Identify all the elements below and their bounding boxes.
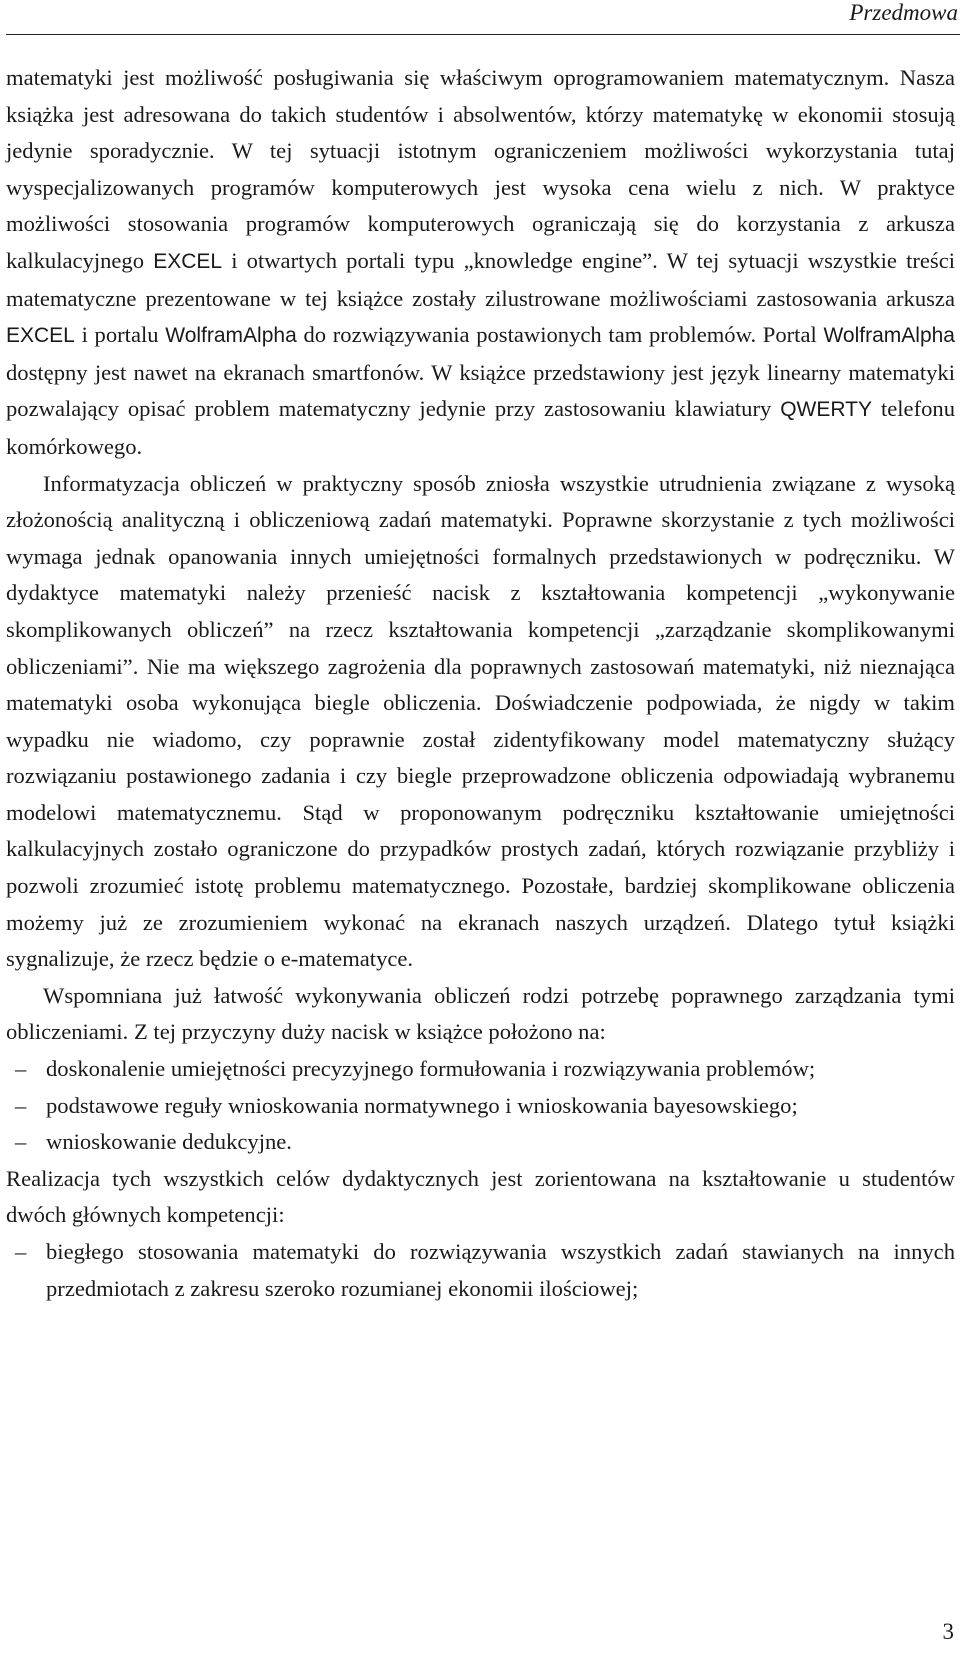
paragraph-1: matematyki jest możliwość posługiwania się właściwym oprogramowaniem matematycznym. Nasza książka jest adresowana do takich studentów i absolwentów, którzy matematykę w ekonomii stosują jedynie sporadycznie. W tej sytuacji istotnym ograniczeniem możliwości wykorzystania tutaj wyspecjalizowanych programów komputerowych jest wysoka cena wielu z nich. W praktyce możliwości stosowania programów komputerowych ograniczają się do korzystania z arkusza kalkulacyjnego EXCEL i otwartych portali typu „knowledge engine”. W tej sytuacji wszystkie treści matematyczne prezentowane w tej książce zostały zilustrowane możliwościami zastosowania arkusza EXCEL i portalu WolframAlpha do rozwiązywania postawionych tam problemów. Portal WolframAlpha dostępny jest nawet na ekranach smartfonów. W książce przedstawiony jest język linearny matematyki pozwalający opisać problem matematyczny jedynie przy zastosowaniu klawiatury QWERTY telefonu komórkowego.	[6, 65, 955, 459]
running-header-title: Przedmowa	[849, 0, 958, 25]
keyboard-name: QWERTY	[780, 398, 873, 422]
running-header	[6, 0, 960, 35]
software-name: WolframAlpha	[165, 324, 297, 348]
competencies-list	[6, 1234, 955, 1307]
page-body	[6, 60, 955, 1307]
software-name: EXCEL	[6, 324, 75, 348]
paragraph-4: Realizacja tych wszystkich celów dydaktycznych jest zorientowana na kształtowanie u studentów dwóch głównych kompetencji:	[6, 1165, 955, 1228]
list-item: – biegłego stosowania matematyki do rozwiązywania wszystkich zadań stawianych na innych przedmiotach z zakresu szeroko rozumianej ekonomii ilościowej;	[6, 1234, 955, 1307]
page-number: 3	[942, 1619, 954, 1644]
list-item: – doskonalenie umiejętności precyzyjnego formułowania i rozwiązywania problemów;	[6, 1051, 955, 1088]
emphasis-list	[6, 1051, 955, 1161]
paragraph-2: Informatyzacja obliczeń w praktyczny sposób zniosła wszystkie utrudnienia związane z wysoką złożonością analityczną i obliczeniową zadań matematyki. Poprawne skorzystanie z tych możliwości wymaga jednak opanowania innych umiejętności formalnych przedstawionych w podręczniku. W dydaktyce matematyki należy przenieść nacisk z kształtowania kompetencji „wykonywanie skomplikowanych obliczeń” na rzecz kształtowania kompetencji „zarządzanie skomplikowanymi obliczeniami”. Nie ma większego zagrożenia dla poprawnych zastosowań matematyki, niż nieznająca matematyki osoba wykonująca biegle obliczenia. Doświadczenie podpowiada, że nigdy w takim wypadku nie wiadomo, czy poprawnie został zidentyfikowany model matematyczny służący rozwiązaniu postawionego zadania i czy biegle przeprowadzone obliczenia odpowiadają wybranemu modelowi matematycznemu. Stąd w proponowanym podręczniku kształtowanie umiejętności kalkulacyjnych zostało ograniczone do przypadków prostych zadań, których rozwiązanie przybliży i pozwoli zrozumieć istotę problemu matematycznego. Pozostałe, bardziej skomplikowane obliczenia możemy już ze zrozumieniem wykonać na ekranach naszych urządzeń. Dlatego tytuł książki sygnalizuje, że rzecz będzie o e-matematyce.	[6, 470, 955, 972]
list-item: – wnioskowanie dedukcyjne.	[6, 1124, 955, 1161]
list-item: – podstawowe reguły wnioskowania normatywnego i wnioskowania bayesowskiego;	[6, 1088, 955, 1125]
software-name: WolframAlpha	[823, 324, 955, 348]
software-name: EXCEL	[153, 249, 223, 273]
paragraph-3: Wspomniana już łatwość wykonywania obliczeń rodzi potrzebę poprawnego zarządzania tymi obliczeniami. Z tej przyczyny duży nacisk w książce położono na:	[6, 982, 955, 1045]
